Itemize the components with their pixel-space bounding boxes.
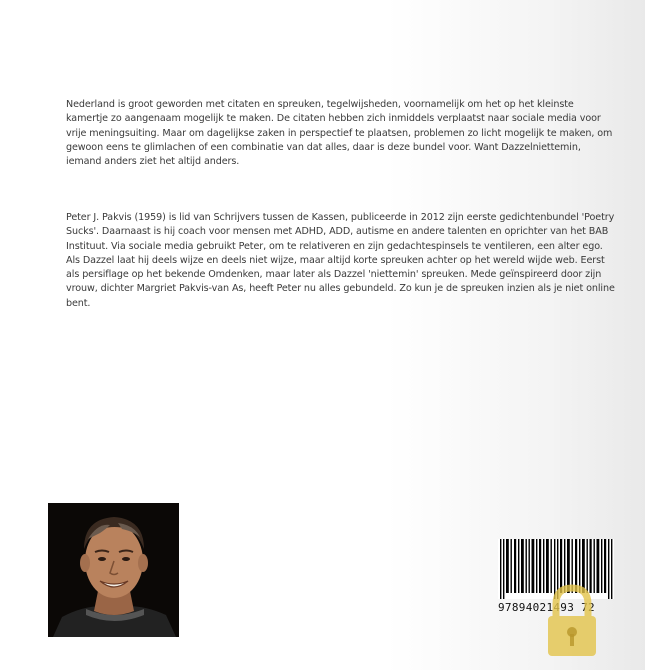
isbn-number: 97894021493 72 [498, 601, 595, 614]
author-photo [48, 503, 179, 637]
blurb-paragraph: Nederland is groot geworden met citaten en spreuken, tegelwijsheden, voornamelijk om het op het kleinste kamertje zo aangenaam mogelijk te maken. De citaten hebben zich inmiddels verplaatst naar sociale media voor vrije meningsuiting. Maar om dagelijkse zaken in perspectief te plaatsen, problemen zo licht mogelijk te maken, om gewoon eens te glimlachen of een combinatie van dat alles, daar is deze bundel voor. Want Dazzelniettemin, iemand anders ziet het altijd anders. [66, 99, 613, 168]
isbn-barcode [498, 539, 614, 599]
author-bio-paragraph: Peter J. Pakvis (1959) is lid van Schrijvers tussen de Kassen, publiceerde in 2012 zijn eerste gedichtenbundel 'Poetry Sucks'. Daarnaast is hij coach voor mensen met ADHD, ADD, autisme en andere talenten en oprichter van het BAB Instituut. Via sociale media gebruikt Peter, om te relativeren en zijn gedachtespinsels te ventileren, een alter ego. Als Dazzel laat hij deels wijze en deels niet wijze, maar altijd korte spreuken achter op het wereld wijde web. Eerst als persiflage op het bekende Omdenken, maar later als Dazzel 'niettemin' spreuken. Mede geïnspireerd door zijn vrouw, dichter Margriet Pakvis-van As, heeft Peter nu alles gebundeld. Zo kun je de spreuken inzien als je niet online bent. [66, 212, 615, 309]
